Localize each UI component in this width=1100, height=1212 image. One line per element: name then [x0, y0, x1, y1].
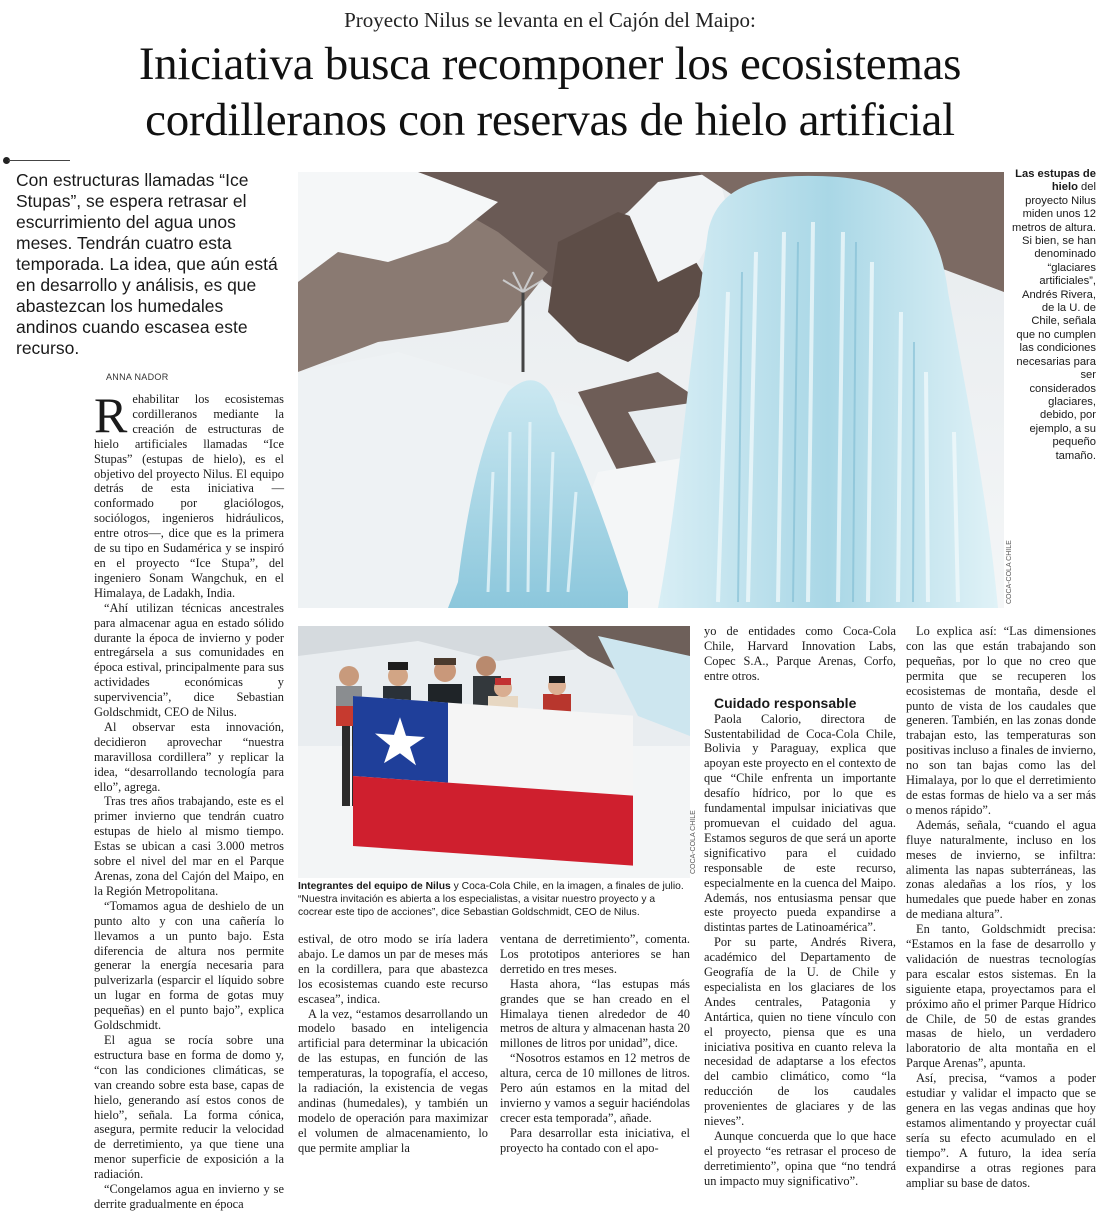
- article-column-1: [94, 387, 284, 1212]
- photo1-caption-text: del proyecto Nilus miden unos 12 metros de altura. Si bien, se han denominado “glaciares artificiales”, Andrés Rivera, de la U. de Chile, señala que no cumplen las condiciones necesarias para ser considerados glaciares, debido, por ejemplo, a su pequeño tamaño.: [1012, 181, 1096, 462]
- article-paragraph: Así, precisa, “vamos a poder estudiar y validar el impacto que se genera en las vegas andinas que hoy estamos alimentando y proyectar cuál sería su efecto acumulado en el tiempo”. A futuro, la idea sería expandirse a otras regiones para ampliar su base de datos.: [906, 1071, 1096, 1190]
- ice-stupas-photo: [298, 172, 1004, 608]
- article-paragraph: estival, de otro modo se iría ladera abajo. Le damos un par de meses más en la cordillera, para que abastezca los ecosistemas cuando este recurso escasea”, indica.: [298, 932, 488, 1006]
- byline: ANNA NADOR: [106, 372, 169, 382]
- article-paragraph: Además, señala, “cuando el agua fluye naturalmente, incluso en los meses de invierno, se infiltra: alimenta las napas subterráneas, las zonas aledañas a los ríos, y los humedales que puede haber en zonas de mediana altura”.: [906, 817, 1096, 922]
- article-paragraph: Paola Calorio, directora de Sustentabilidad de Coca-Cola Chile, Bolivia y Paraguay, explica que apoyan este proyecto en el contexto de que “Chile enfrenta un importante desafío hídrico, por lo que es fundamental impulsar iniciativas que promuevan el cuidado del agua. Estamos seguros de que será un aporte significativo para el cuidado responsable de este recurso, especialmente en la cuenca del Maipo. Además, nos entusiasma pensar que este proyecto pueda expandirse a distintas partes de Latinoamérica”.: [704, 711, 896, 935]
- article-paragraph: Para desarrollar esta iniciativa, el proyecto ha contado con el apo-: [500, 1125, 690, 1155]
- article-text: ehabilitar los ecosistemas cordilleranos mediante la creación de estructuras de hielo artificiales llamadas “Ice Stupas” (estupas de hielo), es el objetivo del proyecto Nilus. El equipo detrás de esta iniciativa —conformado por glaciólogos, sociólogos, ingenieros hidráulicos, entre otros—, dice que es la primera de su tipo en Sudamérica y se inspiró en el proyecto “Ice Stupa”, del ingeniero Sonam Wangchuk, en el Himalaya, de Ladakh, India.: [94, 392, 284, 600]
- article-paragraph: Aunque concuerda que lo que hace el proyecto “es retrasar el proceso de derretimiento”, opina que “no tendrá un impacto muy significativo”.: [704, 1129, 896, 1188]
- article-paragraph: ventana de derretimiento”, comenta. Los prototipos anteriores se han derretido en tres meses.: [500, 932, 690, 976]
- article-column-2: [298, 932, 488, 1156]
- photo1-credit: COCA-COLA CHILE: [1006, 540, 1013, 604]
- section-rule: [8, 160, 70, 161]
- photo1-caption-lead: Las estupas de hielo: [1015, 168, 1096, 194]
- headline: [20, 36, 1080, 148]
- photo2-caption: [298, 880, 690, 919]
- headline-line-2: cordilleranos con reservas de hielo artificial: [145, 94, 955, 146]
- article-paragraph: Al observar esta innovación, decidieron aprovechar “nuestra maravillosa cordillera” y replicar la idea, “desarrollando tecnología para ello”, agrega.: [94, 719, 284, 794]
- article-paragraph: [94, 387, 284, 601]
- article-paragraph: Tras tres años trabajando, este es el primer invierno que tendrán cuatro estupas de hielo al mismo tiempo. Estas se ubican a casi 3.000 metros sobre el nivel del mar en el Parque Arenas, zona del Cajón del Maipo, en la Región Metropolitana.: [94, 794, 284, 898]
- photo2-caption-text: y Coca-Cola Chile, en la imagen, a finales de julio. “Nuestra invitación es abierta a los especialistas, a visitar nuestro proyecto y a cocrear este tipo de acciones”, dice Sebastian Goldschmidt, CEO de Nilus.: [298, 881, 684, 918]
- article-paragraph: Lo explica así: “Las dimensiones con las que están trabajando son pequeñas, por lo que no creo que permita que se recuperen los ecosistemas de montaña, desde el punto de vista de los caudales que generen. También, en las zonas donde trabajan esto, las temperaturas son positivas incluso a finales de invierno, no son tan bajas como las del Himalaya, por lo que el derretimiento de estas formas de hielo va a ser más o menos rápido”.: [906, 624, 1096, 817]
- article-paragraph: Por su parte, Andrés Rivera, académico del Departamento de Geografía de la U. de Chile y especialista en los glaciares de los Andes centrales, Patagonia y Antártica, quien no tiene vínculo con el proyecto, piensa que es una iniciativa positiva en cuanto releva la necesidad de adaptarse a los efectos del cambio climático, como “la reducción de los caudales provenientes de glaciares y de las nieves”.: [704, 935, 896, 1129]
- article-paragraph: “Ahí utilizan técnicas ancestrales para almacenar agua en estado sólido durante la época de invierno y poder entregársela a sus comunidades en época estival, principalmente para sus actividades económicas y supervivencia”, dice Sebastian Goldschmidt, CEO de Nilus.: [94, 600, 284, 720]
- article-column-4: [704, 624, 896, 1189]
- section-subhead: Cuidado responsable: [714, 694, 857, 711]
- article-paragraph: “Congelamos agua en invierno y se derrite gradualmente en época: [94, 1182, 284, 1211]
- article-paragraph: Hasta ahora, “las estupas más grandes que se han creado en el Himalaya tienen alrededor de 40 metros de altura y almacenan hasta 20 millones de litros por unidad”, dice.: [500, 976, 690, 1051]
- article-column-5: [906, 624, 1096, 1190]
- article-paragraph: yo de entidades como Coca-Cola Chile, Harvard Innovation Labs, Copec S.A., Parque Arenas, Corfo, entre otros.: [704, 624, 896, 683]
- article-paragraph: A la vez, “estamos desarrollando un modelo basado en inteligencia artificial para determinar la ubicación de las estupas, en función de las temperaturas, la topografía, el acceso, la radiación, la existencia de vegas andinas (humedales), y también un modelo de operación para maximizar el volumen de almacenamiento, lo que permite ampliar la: [298, 1006, 488, 1155]
- article-paragraph: “Tomamos agua de deshielo de un punto alto y con una cañería lo llevamos a un punto bajo. Esta diferencia de altura nos permite generar la energía necesaria para pulverizarla (esparcir el líquido sobre un lugar en forma de gotas muy pequeñas) en el punto bajo”, explica Goldschmidt.: [94, 898, 284, 1033]
- article-column-3: [500, 932, 690, 1156]
- article-paragraph: En tanto, Goldschmidt precisa: “Estamos en la fase de desarrollo y validación de nuestras tecnologías para escalar estos sistemas. En la siguiente etapa, proyectamos para el próximo año el primer Parque Hídrico de Chile, de 50 de estas grandes masas de hielo, un verdadero laboratorio de alta montaña en el Parque Arenas”, apunta.: [906, 922, 1096, 1071]
- photo1-caption: [1012, 168, 1096, 463]
- drop-cap: R: [94, 387, 128, 443]
- photo2-caption-lead: Integrantes del equipo de Nilus: [298, 881, 451, 892]
- kicker: Proyecto Nilus se levanta en el Cajón del Maipo:: [344, 8, 756, 32]
- article-paragraph: El agua se rocía sobre una estructura base en forma de domo y, “con las condiciones climáticas, se van creando sobre esta base, capas de hielo, generando así estos conos de hielo”, señala. La forma cónica, asegura, permite reducir la velocidad de derretimiento, ya que tiene una menor superficie de exposición a la radiación.: [94, 1032, 284, 1182]
- headline-line-1: Iniciativa busca recomponer los ecosistemas: [138, 38, 962, 90]
- article-paragraph: “Nosotros estamos en 12 metros de altura, cerca de 10 millones de litros. Pero aún estamos en la mitad del invierno y vamos a seguir haciéndolas crecer esta temporada”, añade.: [500, 1051, 690, 1125]
- photo2-credit: COCA-COLA CHILE: [690, 810, 697, 874]
- team-flag-photo: [298, 626, 690, 878]
- lead-paragraph: Con estructuras llamadas “Ice Stupas”, se espera retrasar el escurrimiento del agua unos meses. Tendrán cuatro esta temporada. La idea, que aún está en desarrollo y análisis, es que abastezcan los humedales andinos cuando escasea este recurso.: [16, 170, 278, 358]
